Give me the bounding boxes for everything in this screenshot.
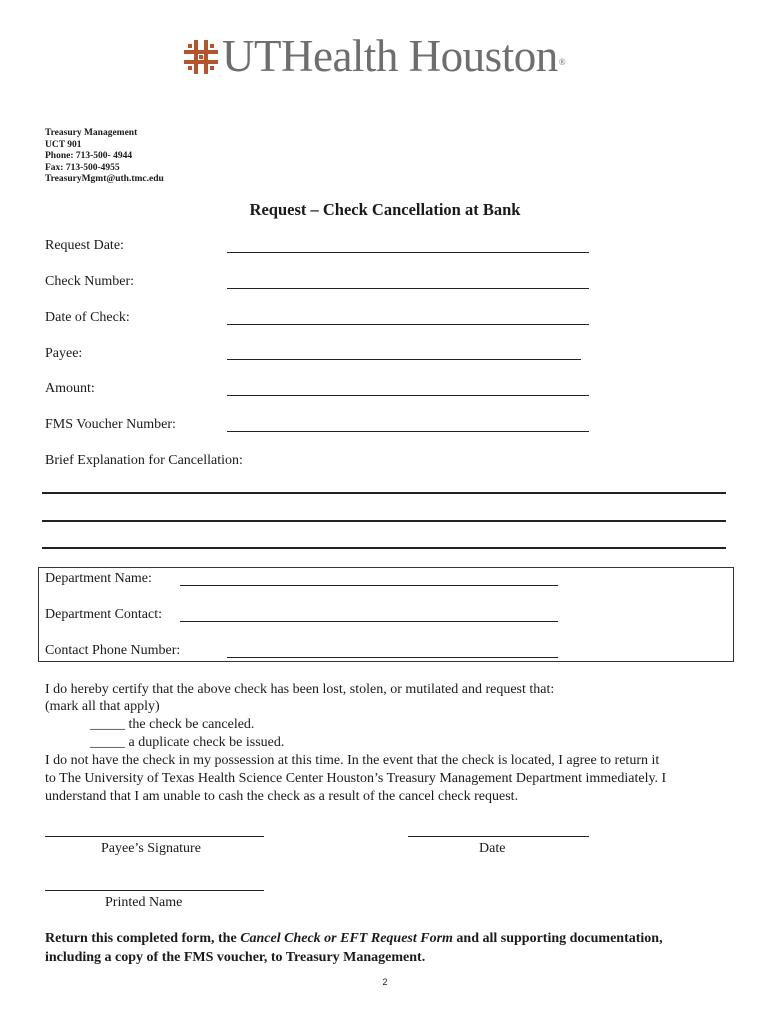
printed-name-label: Printed Name <box>105 895 183 910</box>
uthealth-logo-icon <box>184 40 218 74</box>
date-signature-label: Date <box>479 841 506 856</box>
date-signature-field[interactable] <box>408 836 589 837</box>
check-number-field[interactable] <box>227 288 589 289</box>
page-number: 2 <box>382 977 388 987</box>
certification-paragraph-2: to The University of Texas Health Science Center Houston’s Treasury Management Department immediately. I <box>45 771 667 786</box>
department-contact-label: Department Contact: <box>45 607 163 622</box>
certification-paragraph-1: I do not have the check in my possession at this time. In the event that the check is located, I agree to return it <box>45 753 660 768</box>
logo-wordmark: UTHealth Houston® <box>222 31 566 81</box>
explanation-line-1[interactable] <box>42 492 726 494</box>
certification-line-2: (mark all that apply) <box>45 699 160 714</box>
printed-name-field[interactable] <box>45 890 264 891</box>
fms-voucher-label: FMS Voucher Number: <box>45 417 176 432</box>
payee-signature-field[interactable] <box>45 836 264 837</box>
option-cancel-check[interactable]: _____ the check be canceled. <box>90 717 255 732</box>
department-name-label: Department Name: <box>45 571 152 586</box>
explanation-label: Brief Explanation for Cancellation: <box>45 453 243 468</box>
request-date-label: Request Date: <box>45 238 124 253</box>
contact-block <box>45 128 164 186</box>
contact-phone-label: Contact Phone Number: <box>45 643 181 658</box>
certification-line-1: I do hereby certify that the above check has been lost, stolen, or mutilated and request that: <box>45 682 555 697</box>
email-address: TreasuryMgmt@uth.tmc.edu <box>45 174 164 185</box>
department-name: Treasury Management <box>45 128 138 138</box>
amount-label: Amount: <box>45 381 95 396</box>
department-contact-field[interactable] <box>180 621 558 622</box>
request-date-field[interactable] <box>227 252 589 253</box>
department-name-field[interactable] <box>180 585 558 586</box>
phone-number: Phone: 713-500- 4944 <box>45 151 133 162</box>
amount-field[interactable] <box>227 395 589 396</box>
office-code: UCT 901 <box>45 139 82 150</box>
payee-field[interactable] <box>227 359 581 360</box>
payee-label: Payee: <box>45 346 83 361</box>
date-of-check-field[interactable] <box>227 324 589 325</box>
explanation-line-2[interactable] <box>42 520 726 522</box>
form-name: Cancel Check or EFT Request Form <box>240 931 453 946</box>
fms-voucher-field[interactable] <box>227 431 589 432</box>
fax-number: Fax: 713-500-4955 <box>45 162 120 173</box>
check-number-label: Check Number: <box>45 274 135 289</box>
contact-phone-field[interactable] <box>227 657 558 658</box>
payee-signature-label: Payee’s Signature <box>101 841 201 856</box>
explanation-line-3[interactable] <box>42 547 726 549</box>
date-of-check-label: Date of Check: <box>45 310 130 325</box>
form-title: Request – Check Cancellation at Bank <box>249 200 521 219</box>
option-duplicate-check[interactable]: _____ a duplicate check be issued. <box>90 735 285 750</box>
certification-paragraph-3: understand that I am unable to cash the check as a result of the cancel check request. <box>45 789 519 804</box>
return-instructions: Return this completed form, the Cancel Check or EFT Request Form and all supporting documentation, including a copy of the FMS voucher, to Treasury Management. <box>45 931 663 965</box>
